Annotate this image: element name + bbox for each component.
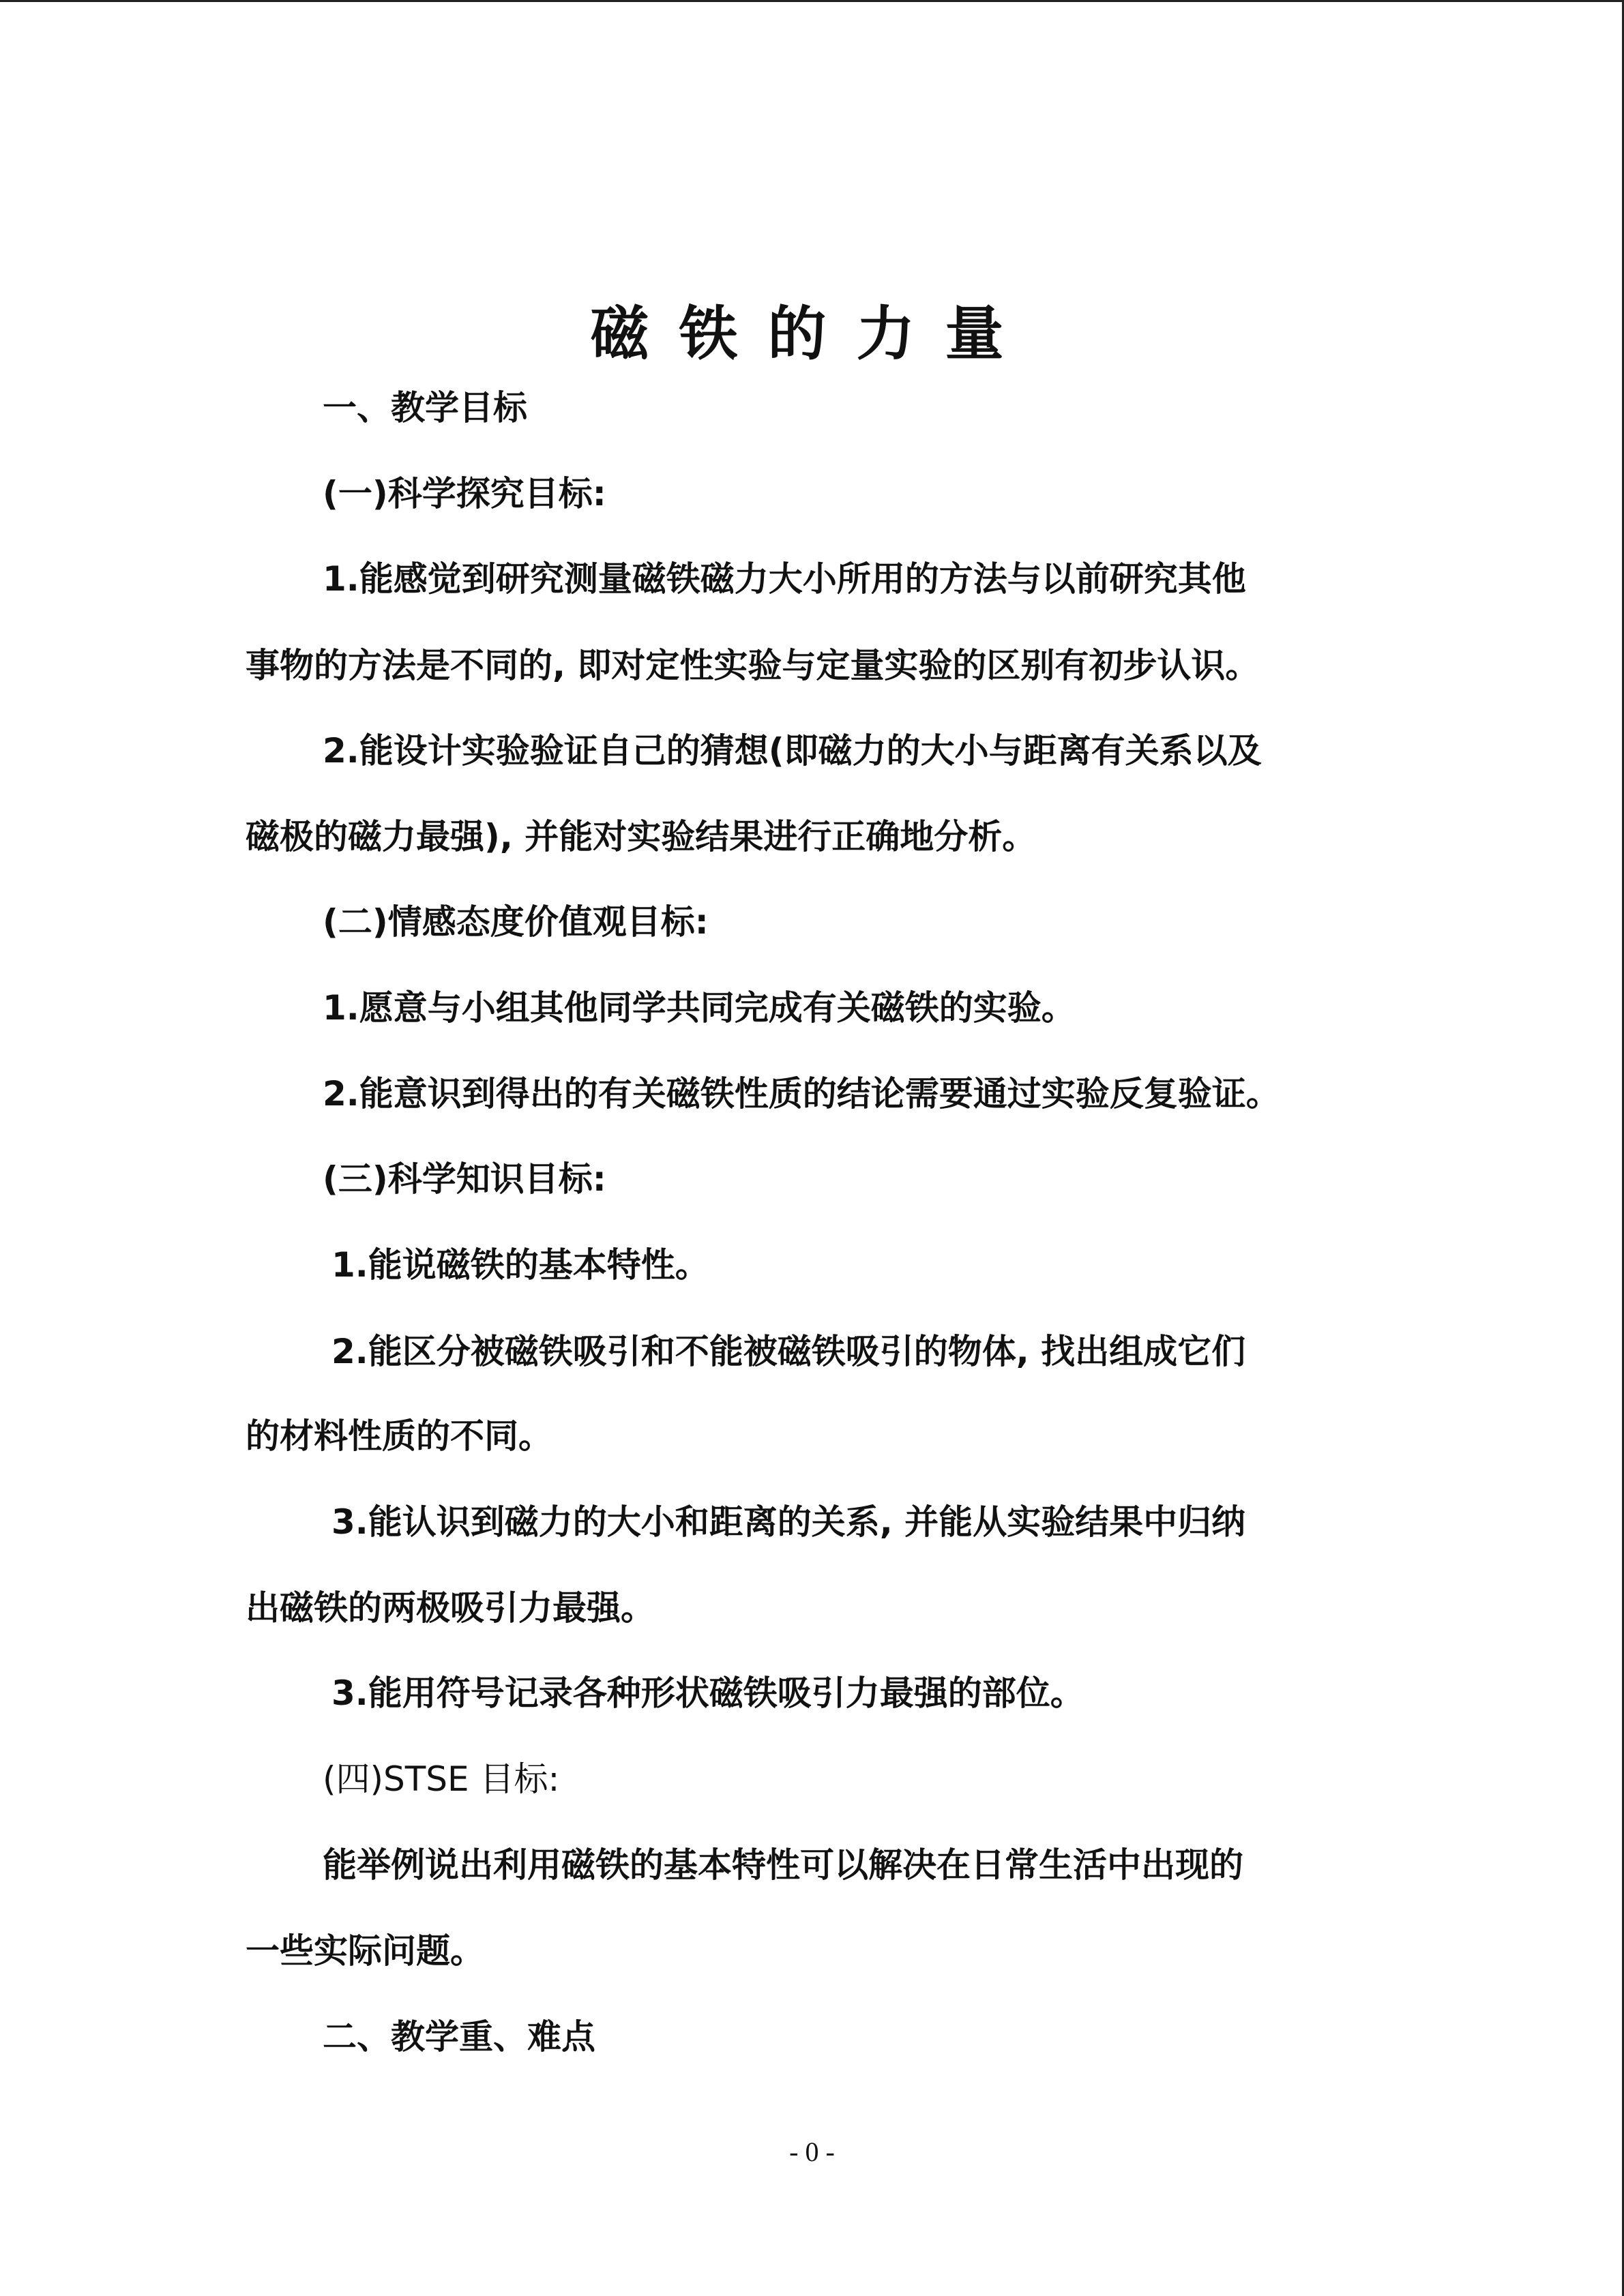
paragraph-line: 能举例说出利用磁铁的基本特性可以解决在日常生活中出现的 bbox=[323, 1845, 1243, 1885]
paragraph-line: 1.愿意与小组其他同学共同完成有关磁铁的实验。 bbox=[323, 988, 1076, 1028]
paragraph-line: 2.能意识到得出的有关磁铁性质的结论需要通过实验反复验证。 bbox=[323, 1074, 1280, 1114]
paragraph-line: 3.能用符号记录各种形状磁铁吸引力最强的部位。 bbox=[331, 1673, 1084, 1713]
paragraph-line: 事物的方法是不同的, 即对定性实验与定量实验的区别有初步认识。 bbox=[246, 646, 1260, 685]
paragraph-line: 2.能设计实验验证自己的猜想(即磁力的大小与距离有关系以及 bbox=[323, 731, 1262, 771]
subsection-heading-science-inquiry: (一)科学探究目标: bbox=[323, 474, 606, 513]
paragraph-line: 的材料性质的不同。 bbox=[246, 1416, 552, 1456]
paragraph-line: 1.能感觉到研究测量磁铁磁力大小所用的方法与以前研究其他 bbox=[323, 559, 1246, 599]
subsection-heading-emotion-attitude: (二)情感态度价值观目标: bbox=[323, 902, 709, 942]
paragraph-line: 一些实际问题。 bbox=[246, 1931, 484, 1971]
paragraph-line: 2.能区分被磁铁吸引和不能被磁铁吸引的物体, 找出组成它们 bbox=[331, 1332, 1246, 1371]
paragraph-line: 3.能认识到磁力的大小和距离的关系, 并能从实验结果中归纳 bbox=[331, 1502, 1246, 1542]
paragraph-line: 1.能说磁铁的基本特性。 bbox=[331, 1245, 709, 1285]
page-number: - 0 - bbox=[789, 2136, 835, 2167]
section-heading-teaching-goals: 一、教学目标 bbox=[323, 388, 527, 428]
subsection-heading-stse: (四)STSE 目标: bbox=[323, 1759, 560, 1799]
subsection-heading-science-knowledge: (三)科学知识目标: bbox=[323, 1159, 606, 1199]
paragraph-line: 磁极的磁力最强), 并能对实验结果进行正确地分析。 bbox=[246, 817, 1037, 856]
section-heading-key-difficult-points: 二、教学重、难点 bbox=[323, 2017, 595, 2057]
document-title: 磁铁的力量 bbox=[590, 300, 1034, 368]
paragraph-line: 出磁铁的两极吸引力最强。 bbox=[246, 1588, 655, 1628]
